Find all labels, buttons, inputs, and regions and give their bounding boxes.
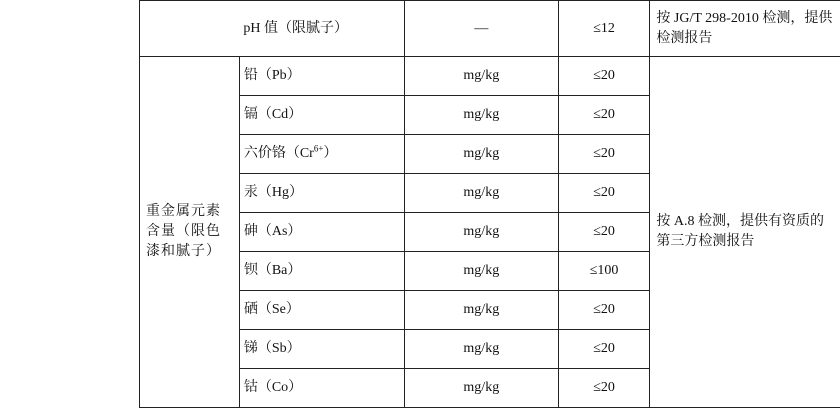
heavy-metal-category-label: 重金属元素含量（限色漆和腻子） bbox=[146, 204, 221, 259]
item-suffix: ） bbox=[323, 146, 338, 161]
unit-cell: mg/kg bbox=[404, 174, 558, 213]
unit-cell: mg/kg bbox=[404, 252, 558, 291]
limit-cell: ≤20 bbox=[558, 96, 650, 135]
limit-cell: ≤20 bbox=[558, 213, 650, 252]
limit-cell: ≤100 bbox=[558, 252, 650, 291]
item-cell bbox=[239, 135, 404, 174]
item-cell: 镉（Cd） bbox=[239, 96, 404, 135]
unit-cell: mg/kg bbox=[404, 96, 558, 135]
table-row-pb bbox=[140, 57, 840, 96]
limit-cell: ≤20 bbox=[558, 291, 650, 330]
limit-cell: ≤20 bbox=[558, 330, 650, 369]
limit-cell: ≤20 bbox=[558, 369, 650, 408]
unit-cell: mg/kg bbox=[404, 57, 558, 96]
table-row-ph bbox=[140, 1, 840, 57]
item-cell: 钴（Co） bbox=[239, 369, 404, 408]
item-cell: 硒（Se） bbox=[239, 291, 404, 330]
limit-cell: ≤20 bbox=[558, 135, 650, 174]
unit-cell: mg/kg bbox=[404, 213, 558, 252]
item-cell: 汞（Hg） bbox=[239, 174, 404, 213]
ph-item-cell: pH 值（限腻子） bbox=[239, 1, 404, 57]
heavy-metal-method-cell bbox=[650, 57, 840, 408]
item-cell: 钡（Ba） bbox=[239, 252, 404, 291]
ph-method-cell bbox=[650, 1, 840, 57]
item-cell: 铅（Pb） bbox=[239, 57, 404, 96]
limit-cell: ≤20 bbox=[558, 57, 650, 96]
item-cell: 砷（As） bbox=[239, 213, 404, 252]
unit-cell: mg/kg bbox=[404, 291, 558, 330]
requirements-table bbox=[139, 0, 840, 408]
heavy-metal-method-text: 按 A.8 检测，提供有资质的第三方检测报告 bbox=[656, 214, 825, 249]
item-superscript: 6+ bbox=[313, 143, 324, 154]
ph-method-text: 按 JG/T 298-2010 检测，提供检测报告 bbox=[656, 10, 833, 46]
ph-limit-cell: ≤12 bbox=[558, 1, 650, 57]
unit-cell: mg/kg bbox=[404, 369, 558, 408]
empty-category-cell bbox=[140, 1, 240, 57]
ph-unit-cell: — bbox=[404, 1, 558, 57]
item-prefix: 六价铬（Cr bbox=[243, 146, 314, 161]
unit-cell: mg/kg bbox=[404, 330, 558, 369]
limit-cell: ≤20 bbox=[558, 174, 650, 213]
item-cell: 锑（Sb） bbox=[239, 330, 404, 369]
heavy-metal-category-cell bbox=[140, 57, 240, 408]
unit-cell: mg/kg bbox=[404, 135, 558, 174]
